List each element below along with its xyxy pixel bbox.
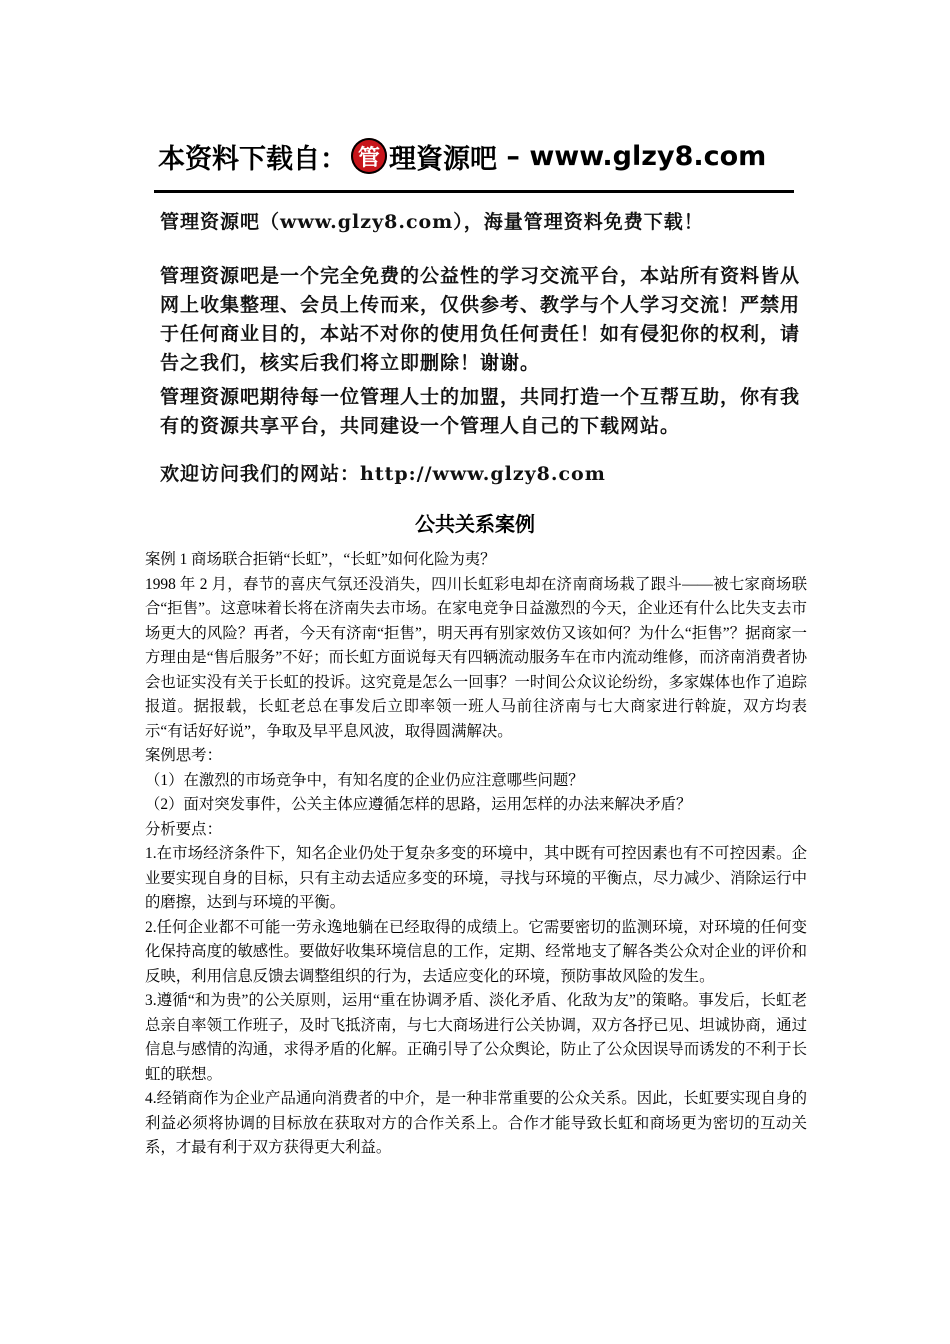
source-banner — [158, 132, 798, 184]
intro-visit-line: 欢迎访问我们的网站：http://www.glzy8.com — [160, 463, 606, 485]
banner-text — [158, 132, 798, 180]
document-body — [145, 548, 807, 1161]
analysis-heading: 分析要点： — [145, 820, 222, 838]
banner-prefix: 本资料下载自： — [158, 143, 347, 175]
analysis-point-3: 3.遵循“和为贵”的公关原则，运用“重在协调矛盾、淡化矛盾、化敌为友”的策略。事发后，长虹老总亲自率领工作班子，及时飞抵济南，与七大商场进行公关协调，双方各抒已见、坦诚协商，通过信息与感情的沟通，求得矛盾的化解。正确引导了公众舆论，防止了公众因误导而诱发的不利于长虹的联想。 — [145, 992, 807, 1083]
banner-divider — [154, 190, 794, 193]
banner-dash: – — [497, 140, 530, 172]
case-body: 1998 年 2 月，春节的喜庆气氛还没消失，四川长虹彩电却在济南商场栽了跟斗——被七家商场联合“拒售”。这意味着长将在济南失去市场。在家电竞争日益激烈的今天，企业还有什么比失支去市场更大的风险？再者，今天有济南“拒售”，明天再有别家效仿又该如何？为什么“拒售”？据商家一方理由是“售后服务”不好；而长虹方面说每天有四辆流动服务车在市内流动维修，而济南消费者协会也证实没有关于长虹的投诉。这究竟是怎么一回事？一时间公众议论纷纷，多家媒体也作了追踪报道。据报载，长虹老总在事发后立即率领一班人马前往济南与七大商家进行斡旋，双方均表示“有话好好说”，争取及早平息风波，取得圆满解决。 — [145, 575, 807, 740]
case-heading: 案例 1 商场联合拒销“长虹”，“长虹”如何化险为夷？ — [145, 551, 496, 568]
question-2: （2）面对突发事件，公关主体应遵循怎样的思路，运用怎样的办法来解决矛盾？ — [145, 796, 692, 813]
thinking-heading: 案例思考： — [145, 747, 222, 764]
page-title: 公共关系案例 — [415, 512, 535, 536]
banner-brand: 理資源吧 — [389, 143, 497, 175]
analysis-point-2: 2.任何企业都不可能一劳永逸地躺在已经取得的成绩上。它需要密切的监测环境，对环境的任何变化保持高度的敏感性。要做好收集环境信息的工作，定期、经常地支了解各类公众对企业的评价和反映，利用信息反馈去调整组织的行为，去适应变化的环境，预防事故风险的发生。 — [145, 918, 807, 985]
analysis-point-1: 1.在市场经济条件下，知名企业仍处于复杂多变的环境中，其中既有可控因素也有不可控因素。企业要实现自身的目标，只有主动去适应多变的环境，寻找与环境的平衡点，尽力减少、消除运行中的磨擦，达到与环境的平衡。 — [145, 845, 807, 911]
question-1: （1）在激烈的市场竞争中，有知名度的企业仍应注意哪些问题？ — [145, 771, 584, 789]
intro-paragraph-2: 管理资源吧是一个完全免费的公益性的学习交流平台，本站所有资料皆从网上收集整理、会员上传而来，仅供参考、教学与个人学习交流！严禁用于任何商业目的，本站不对你的使用负任何责任！如有侵犯你的权利，请告之我们，核实后我们将立即删除！谢谢。 — [160, 265, 801, 374]
brand-logo-icon: 管 — [351, 138, 387, 174]
banner-url[interactable]: www.glzy8.com — [529, 140, 767, 172]
intro-line-1: 管理资源吧（www.glzy8.com），海量管理资料免费下载！ — [160, 211, 704, 233]
analysis-point-4: 4.经销商作为企业产品通向消费者的中介，是一种非常重要的公众关系。因此，长虹要实现自身的利益必须将协调的目标放在获取对方的合作关系上。合作才能导致长虹和商场更为密切的互动关系，才最有利于双方获得更大利益。 — [145, 1090, 807, 1156]
intro-paragraph-3: 管理资源吧期待每一位管理人士的加盟，共同打造一个互帮互助，你有我有的资源共享平台，共同建设一个管理人自己的下载网站。 — [160, 386, 801, 437]
